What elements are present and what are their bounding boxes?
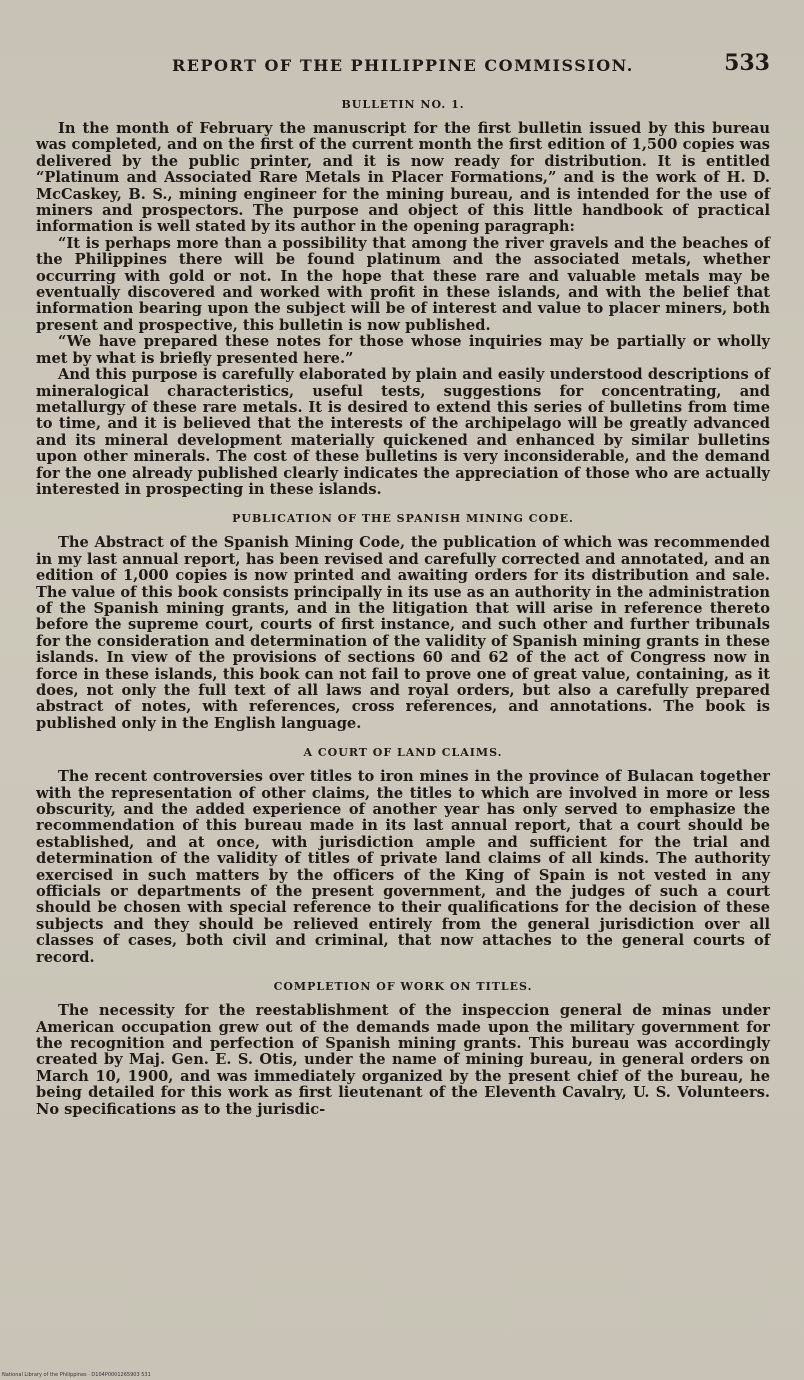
library-stamp: National Library of the Philippines · D104P0001265903 531 xyxy=(2,1372,151,1378)
paragraph: The recent controversies over titles to iron mines in the province of Bulacan together with the representation of other claims, the titles to which are involved in more or less obscurity, and the added experience of another year has only served to emphasize the recommendation of this bureau made in its last annual report, that a court should be established, and at once, with jurisdiction ample and sufficient for the trial and determination of the validity of titles of private land claims of all kinds. The authority exercised in such matters by the officers of the King of Spain is not vested in any officials or departments of the present government, and the judges of such a court should be chosen with special reference to their qualifications for the decision of these subjects and they should be relieved entirely from the general jurisdiction over all classes of cases, both civil and criminal, that now attaches to the general courts of record. xyxy=(36,768,770,966)
document-body xyxy=(36,92,770,1118)
paragraph: The Abstract of the Spanish Mining Code, the publication of which was recommended in my last annual report, has been revised and carefully corrected and annotated, and an edition of 1,000 copies is now printed and awaiting orders for its distribution and sale. The value of this book consists principally in its use as an authority in the administration of the Spanish mining grants, and in the litigation that will arise in reference thereto before the supreme court, courts of first instance, and such other and further tribunals for the consideration and determination of the validity of Spanish mining grants in these islands. In view of the provisions of sections 60 and 62 of the act of Congress now in force in these islands, this book can not fail to prove one of great value, containing, as it does, not only the full text of all laws and royal orders, but also a carefully prepared abstract of notes, with references, cross references, and annotations. The book is published only in the English language. xyxy=(36,534,770,732)
running-head: REPORT OF THE PHILIPPINE COMMISSION. xyxy=(172,56,634,75)
quote-paragraph: “It is perhaps more than a possibility that among the river gravels and the beaches of the Philippines there will be found platinum and the associated metals, whether occurring with gold or not. In the hope that these rare and valuable metals may be eventually discovered and worked with profit in these islands, and with the belief that information bearing upon the subject will be of interest and value to placer miners, both present and prospective, this bulletin is now published. xyxy=(36,234,770,334)
paragraph: The necessity for the reestablishment of the inspeccion general de minas under American occupation grew out of the demands made upon the military government for the recognition and perfection of Spanish mining grants. This bureau was accordingly created by Maj. Gen. E. S. Otis, under the name of mining bureau, in general orders on March 10, 1900, and was immediately organized by the present chief of the bureau, he being detailed for this work as first lieutenant of the Eleventh Cavalry, U. S. Volunteers. No specifications as to the jurisdic- xyxy=(36,1002,770,1118)
page-number: 533 xyxy=(724,50,770,76)
paragraph: And this purpose is carefully elaborated by plain and easily understood descriptions of mineralogical characteristics, useful tests, suggestions for concentrating, and metallurgy of these rare metals. It is desired to extend this series of bulletins from time to time, and it is believed that the interests of the archipelago will be greatly advanced and its mineral development materially quickened and enhanced by similar bulletins upon other minerals. The cost of these bulletins is very inconsiderable, and the demand for the one already published clearly indicates the appreciation of those who are actually interested in prospecting in these islands. xyxy=(36,366,770,498)
section-land-claims xyxy=(36,746,770,966)
section-heading: COMPLETION OF WORK ON TITLES. xyxy=(273,980,533,994)
section-heading: BULLETIN NO. 1. xyxy=(341,98,465,111)
page-header xyxy=(60,48,770,78)
section-bulletin xyxy=(36,98,770,498)
section-titles xyxy=(36,980,770,1118)
paragraph: In the month of February the manuscript for the first bulletin issued by this bureau was completed, and on the first of the current month the first edition of 1,500 copies was delivered by the public printer, and it is now ready for distribution. It is entitled “Platinum and Associated Rare Metals in Placer Formations,” and is the work of H. D. McCaskey, B. S., mining engineer for the mining bureau, and is intended for the use of miners and prospectors. The purpose and object of this little handbook of practical information is well stated by its author in the opening paragraph: xyxy=(36,120,770,236)
section-heading: A COURT OF LAND CLAIMS. xyxy=(303,746,503,760)
section-heading: PUBLICATION OF THE SPANISH MINING CODE. xyxy=(232,512,574,526)
section-mining-code xyxy=(36,512,770,732)
quote-paragraph: “We have prepared these notes for those whose inquiries may be partially or wholly met by what is briefly presented here.” xyxy=(36,333,770,367)
